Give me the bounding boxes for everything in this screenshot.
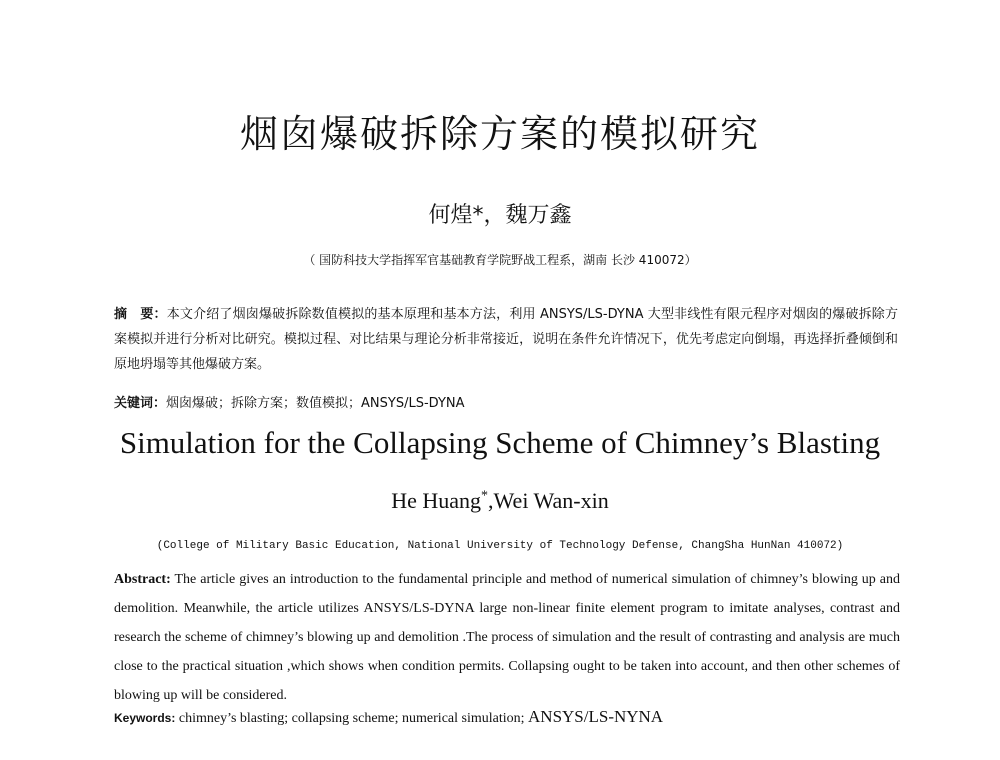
english-authors <box>0 488 1000 514</box>
english-keywords-last: ANSYS/LS-NYNA <box>528 707 664 726</box>
english-author-1: He Huang <box>391 488 482 513</box>
corresponding-author-mark: * <box>481 488 489 504</box>
english-author-2: ,Wei Wan-xin <box>488 488 609 513</box>
english-affiliation: (College of Military Basic Education, National University of Technology Defense, ChangSha HunNan 410072) <box>156 540 844 552</box>
english-abstract-label: Abstract: <box>114 572 171 587</box>
chinese-keywords-text: 烟囱爆破；拆除方案；数值模拟；ANSYS/LS-DYNA <box>166 396 465 411</box>
chinese-abstract-label: 摘 要： <box>114 307 167 322</box>
chinese-affiliation: （ 国防科技大学指挥军官基础教育学院野战工程系，湖南 长沙 410072） <box>303 253 697 267</box>
english-abstract-text: The article gives an introduction to the fundamental principle and method of numerical simulation of chimney’s blowing up and demolition. Meanwhile, the article utilizes ANSYS/LS-DYNA large non-linear finite element program to imitate analyses, contrast and research the scheme of chimney’s blowing up and demolition .The process of simulation and the result of contrasting and analysis are much close to the practical situation ,which shows when condition permits. Collapsing ought to be taken into account, and then other schemes of blowing up will be considered. <box>114 572 900 703</box>
chinese-abstract-text: 本文介绍了烟囱爆破拆除数值模拟的基本原理和基本方法，利用 ANSYS/LS-DYNA 大型非线性有限元程序对烟囱的爆破拆除方案模拟并进行分析对比研究。模拟过程、对比结果与理论分析非常接近，说明在条件允许情况下，优先考虑定向倒塌，再选择折叠倾倒和原地坍塌等其他爆破方案。 <box>114 307 898 372</box>
english-keywords-label: Keywords: <box>114 711 176 725</box>
chinese-keywords <box>114 393 898 415</box>
english-title: Simulation for the Collapsing Scheme of Chimney’s Blasting <box>119 425 881 460</box>
english-keywords <box>114 705 900 731</box>
chinese-abstract <box>114 302 898 377</box>
chinese-authors: 何煌*，魏万鑫 <box>428 203 572 228</box>
english-keywords-text: chimney’s blasting; collapsing scheme; numerical simulation; <box>178 711 525 726</box>
chinese-title: 烟囱爆破拆除方案的模拟研究 <box>239 112 760 156</box>
english-abstract <box>114 565 900 710</box>
chinese-keywords-label: 关键词： <box>114 396 167 411</box>
